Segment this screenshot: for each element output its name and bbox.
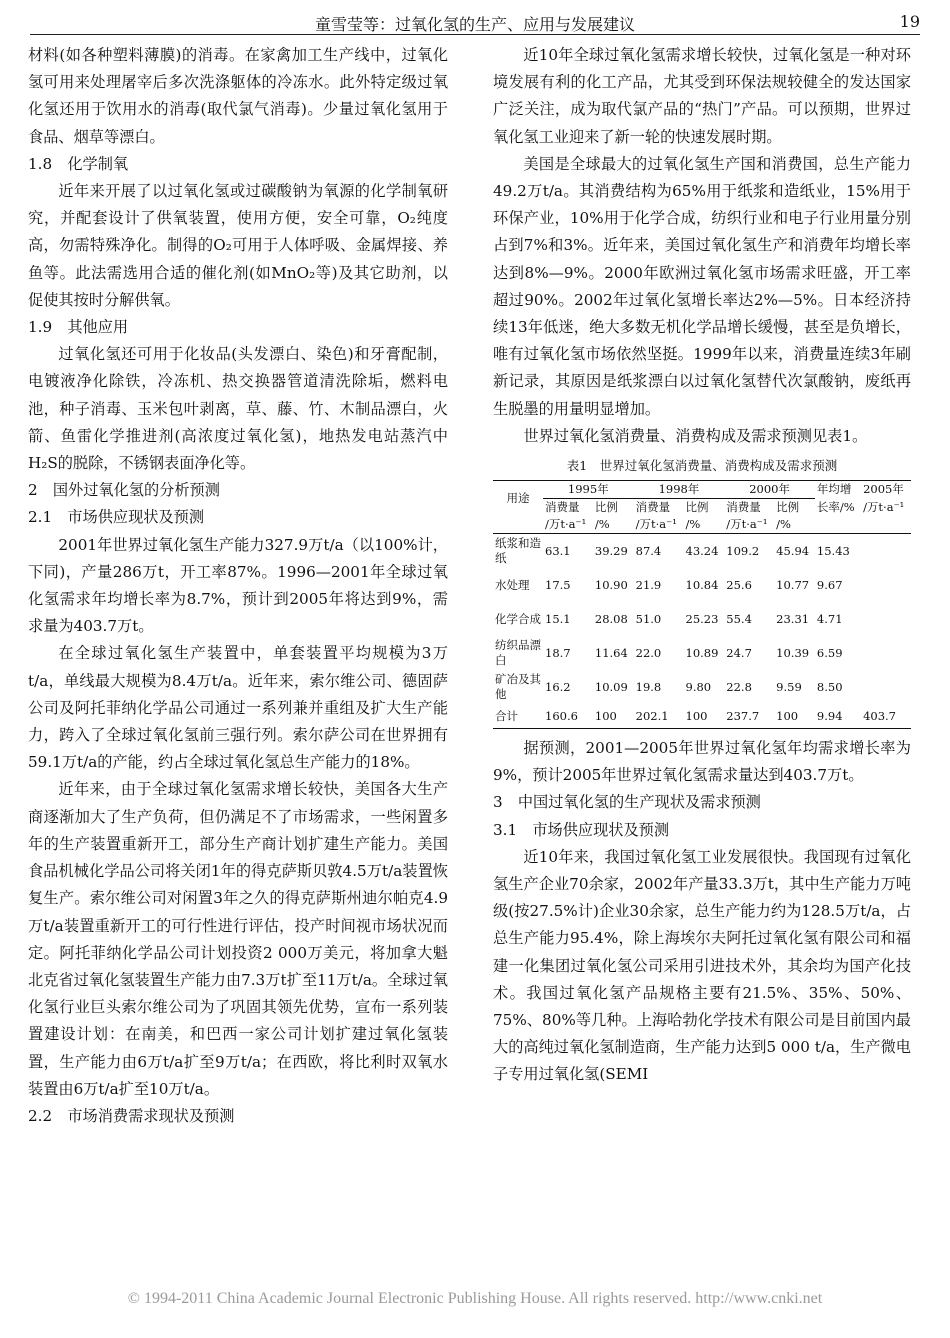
col-use-header: 用途: [506, 491, 530, 506]
cell: [861, 534, 911, 569]
forecast-unit: /万t·a⁻¹: [861, 499, 911, 534]
cell: [861, 602, 911, 636]
growth-unit: 长率/%: [815, 499, 861, 534]
ratio-subheader: 比例: [685, 500, 709, 515]
cell: 10.39: [776, 645, 810, 660]
section-heading: 3.1 市场供应现状及预测: [493, 820, 670, 839]
cell: 45.94: [776, 543, 810, 558]
growth-header: 年均增: [816, 482, 852, 497]
section-heading: 1.9 其他应用: [28, 318, 129, 337]
table-total-row: [493, 704, 911, 729]
cell: 8.50: [816, 679, 843, 694]
qty-subheader: 消费量: [635, 500, 671, 515]
year-header: 1998年: [634, 481, 725, 499]
cell: 109.2: [726, 543, 760, 558]
cell: 10.89: [685, 645, 719, 660]
cell: [861, 670, 911, 704]
use-unit-spacer: [493, 516, 543, 534]
qty-subheader: 消费量: [545, 500, 580, 515]
cell: 51.0: [635, 611, 662, 626]
ratio-subheader: 比例: [776, 500, 800, 515]
cell: 10.77: [776, 577, 810, 592]
table-caption: 表1 世界过氧化氢消费量、消费构成及需求预测: [566, 458, 838, 474]
paragraph: 近10年全球过氧化氢需求增长较快，过氧化氢是一种对环境发展有利的化工产品，尤其受到环保法规较健全的发达国家广泛关注，成为取代氯产品的“热门”产品。可以预期，世界过氧化氢工业迎来了新一轮的快速发展时期。: [493, 46, 911, 146]
paragraph: 材料(如各种塑料薄膜)的消毒。在家禽加工生产线中，过氧化氢可用来处理屠宰后多次洗涤躯体的冷冻水。此外特定级过氧化氢还用于饮用水的消毒(取代氯气消毒)。少量过氧化氢用于食品、烟草等漂白。: [28, 46, 448, 146]
table-row: [493, 636, 911, 670]
use-cell: 矿冶及其他: [495, 672, 541, 702]
ratio-unit: /%: [593, 516, 634, 534]
qty-unit: /万t·a⁻¹: [543, 516, 593, 534]
cell: 18.7: [545, 645, 571, 660]
cell: 403.7: [863, 708, 896, 723]
cell: 100: [685, 708, 708, 723]
ratio-unit: /%: [774, 516, 815, 534]
section-heading: 2 国外过氧化氢的分析预测: [28, 481, 220, 500]
cell: 10.09: [594, 679, 628, 694]
paragraph: 过氧化氢还可用于化妆品(头发漂白、染色)和牙膏配制，电镀液净化除铁，冷冻机、热交换器管道清洗除垢，燃料电池，种子消毒、玉米包叶剥离，草、藤、竹、木制品漂白，火箭、鱼雷化学推进剂(高浓度过氧化氢)，地热发电站蒸汽中H₂S的脱除，不锈钢表面净化等。: [28, 345, 448, 473]
cell: 9.80: [685, 679, 712, 694]
year-header: 1995年: [543, 481, 634, 499]
use-cell: 合计: [495, 708, 518, 723]
cell: 237.7: [726, 708, 760, 723]
table-row: [493, 602, 911, 636]
cell: 87.4: [635, 543, 662, 558]
cell: 202.1: [635, 708, 669, 723]
header-title: 童雪莹等：过氧化氢的生产、应用与发展建议: [314, 15, 635, 34]
cell: 4.71: [816, 611, 843, 626]
qty-subheader: 消费量: [726, 500, 761, 515]
page-number: 19: [899, 12, 920, 31]
paragraph: 近10年来，我国过氧化氢工业发展很快。我国现有过氧化氢生产企业70余家，2002年产量33.3万t，其中生产能力万吨级(按27.5%计)企业30余家，总生产能力约为128.5万t/a，占总生产能力95.4%，除上海埃尔夫阿托过氧化氢有限公司和福建一化集团过氧化氢公司采用引进技术外，其余均为国产化技术。我国过氧化氢产品规格主要有21.5%、35%、50%、75%、80%等几种。上海哈勃化学技术有限公司是目前国内最大的高纯过氧化氢制造商，生产能力达到5 000 t/a，生产微电子专用过氧化氢(SEMI: [493, 847, 911, 1084]
cell: 100: [594, 708, 617, 723]
cell: 24.7: [726, 645, 752, 660]
cell: 100: [776, 708, 799, 723]
consumption-table: [493, 480, 911, 729]
paragraph: 2001年世界过氧化氢生产能力327.9万t/a（以100%计，下同)，产量286万t，开工率87%。1996—2001年全球过氧化氢需求年均增长率为8.7%，预计到2005年将达到9%，需求量为403.7万t。: [28, 535, 448, 636]
ratio-unit: /%: [684, 516, 725, 534]
section-heading: 2.1 市场供应现状及预测: [28, 508, 205, 527]
paragraph: 近年来开展了以过氧化氢或过碳酸钠为氧源的化学制氧研究，并配套设计了供氧装置，使用方便，安全可靠，O₂纯度高，勿需特殊净化。制得的O₂可用于人体呼吸、金属焊接、养鱼等。此法需选用合适的催化剂(如MnO₂等)及其它助剂，以促使其按时分解供氧。: [28, 182, 448, 309]
section-heading: 3 中国过氧化氢的生产现状及需求预测: [493, 793, 761, 812]
cell: 9.94: [816, 708, 843, 723]
cell: 63.1: [545, 543, 571, 558]
paragraph: 世界过氧化氢消费量、消费构成及需求预测见表1。: [523, 426, 868, 445]
cell: 160.6: [545, 708, 578, 723]
cell: 16.2: [545, 679, 571, 694]
copyright-footer: © 1994-2011 China Academic Journal Electronic Publishing House. All rights reserved. http://www.cnki.net: [127, 1290, 823, 1307]
cell: 10.84: [685, 577, 719, 592]
paragraph: 据预测，2001—2005年世界过氧化氢年均需求增长率为9%，预计2005年世界过氧化氢需求量达到403.7万t。: [493, 739, 911, 785]
cell: 15.43: [816, 543, 850, 558]
qty-unit: /万t·a⁻¹: [724, 516, 774, 534]
cell: [861, 636, 911, 670]
cell: 10.90: [594, 577, 628, 592]
table-row: [493, 534, 911, 569]
right-column: [493, 42, 911, 1089]
cell: 28.08: [594, 611, 628, 626]
qty-unit: /万t·a⁻¹: [634, 516, 684, 534]
cell: 9.67: [816, 577, 843, 592]
paragraph: 近年来，由于全球过氧化氢需求增长较快，美国各大生产商逐渐加大了生产负荷，但仍满足不了市场需求，一些闲置多年的生产装置重新开工，部分生产商计划扩建生产能力。美国食品机械化学品公司将关闭1年的得克萨斯贝敦4.5万t/a装置恢复生产。索尔维公司对闲置3年之久的得克萨斯州迪尔帕克4.9万t/a装置重新开工的可行性进行评估，投产时间视市场状况而定。阿托菲纳化学品公司计划投资2 000万美元，将加拿大魁北克省过氧化氢装置生产能力由7.3万t扩至11万t/a。全球过氧化氢行业巨头索尔维公司为了巩固其领先优势，宣布一系列装置建设计划：在南美，和巴西一家公司计划扩建过氧化氢装置，生产能力由6万t/a扩至9万t/a；在西欧，将比利时双氧水装置由6万t/a扩至10万t/a。: [28, 780, 448, 1098]
ratio-subheader: 比例: [594, 500, 618, 515]
cell: 9.59: [776, 679, 802, 694]
use-cell: 纸浆和造纸: [495, 536, 541, 566]
table-row: [493, 670, 911, 704]
use-cell: 水处理: [495, 577, 530, 592]
forecast-header: 2005年: [863, 482, 904, 497]
cell: 25.23: [685, 611, 719, 626]
use-cell: 纺织品漂白: [495, 638, 541, 668]
cell: 25.6: [726, 577, 752, 592]
table-row: [493, 568, 911, 602]
running-header: [30, 6, 920, 35]
section-heading: 2.2 市场消费需求现状及预测: [28, 1106, 235, 1125]
cell: 17.5: [545, 577, 571, 592]
cell: 23.31: [776, 611, 810, 626]
paragraph: 美国是全球最大的过氧化氢生产国和消费国，总生产能力49.2万t/a。其消费结构为65%用于纸浆和造纸业，15%用于环保产业，10%用于化学合成，纺织行业和电子行业用量分别占到7%和3%。近年来，美国过氧化氢生产和消费年均增长率达到8%—9%。2000年欧洲过氧化氢市场需求旺盛，开工率超过90%。2002年过氧化氢增长率达2%—5%。日本经济持续13年低迷，绝大多数无机化学品增长缓慢，甚至是负增长，唯有过氧化氢市场依然坚挺。1999年以来，消费量连续3年刷新记录，其原因是纸浆漂白以过氧化氢替代次氯酸钠，废纸再生脱墨的用量明显增加。: [493, 154, 911, 418]
cell: 15.1: [545, 611, 571, 626]
cell: [861, 568, 911, 602]
cell: 43.24: [685, 543, 719, 558]
cell: 22.8: [726, 679, 752, 694]
cell: 55.4: [726, 611, 752, 626]
cell: 11.64: [594, 645, 628, 660]
year-header: 2000年: [724, 481, 815, 499]
cell: 22.0: [635, 645, 662, 660]
left-column: [28, 42, 448, 1130]
cell: 39.29: [594, 543, 628, 558]
paragraph: 在全球过氧化氢生产装置中，单套装置平均规模为3万t/a，单线最大规模为8.4万t/a。近年来，索尔维公司、德固萨公司及阿托菲纳化学品公司通过一系列兼并重组及扩大生产能力，跨入了全球过氧化氢前三强行列。索尔萨公司在世界拥有59.1万t/a的产能，约占全球过氧化氢总生产能力的18%。: [28, 644, 448, 772]
cell: 19.8: [635, 679, 662, 694]
cell: 6.59: [816, 645, 843, 660]
cell: 21.9: [635, 577, 662, 592]
use-cell: 化学合成: [495, 611, 541, 626]
section-heading: 1.8 化学制氧: [28, 154, 129, 173]
